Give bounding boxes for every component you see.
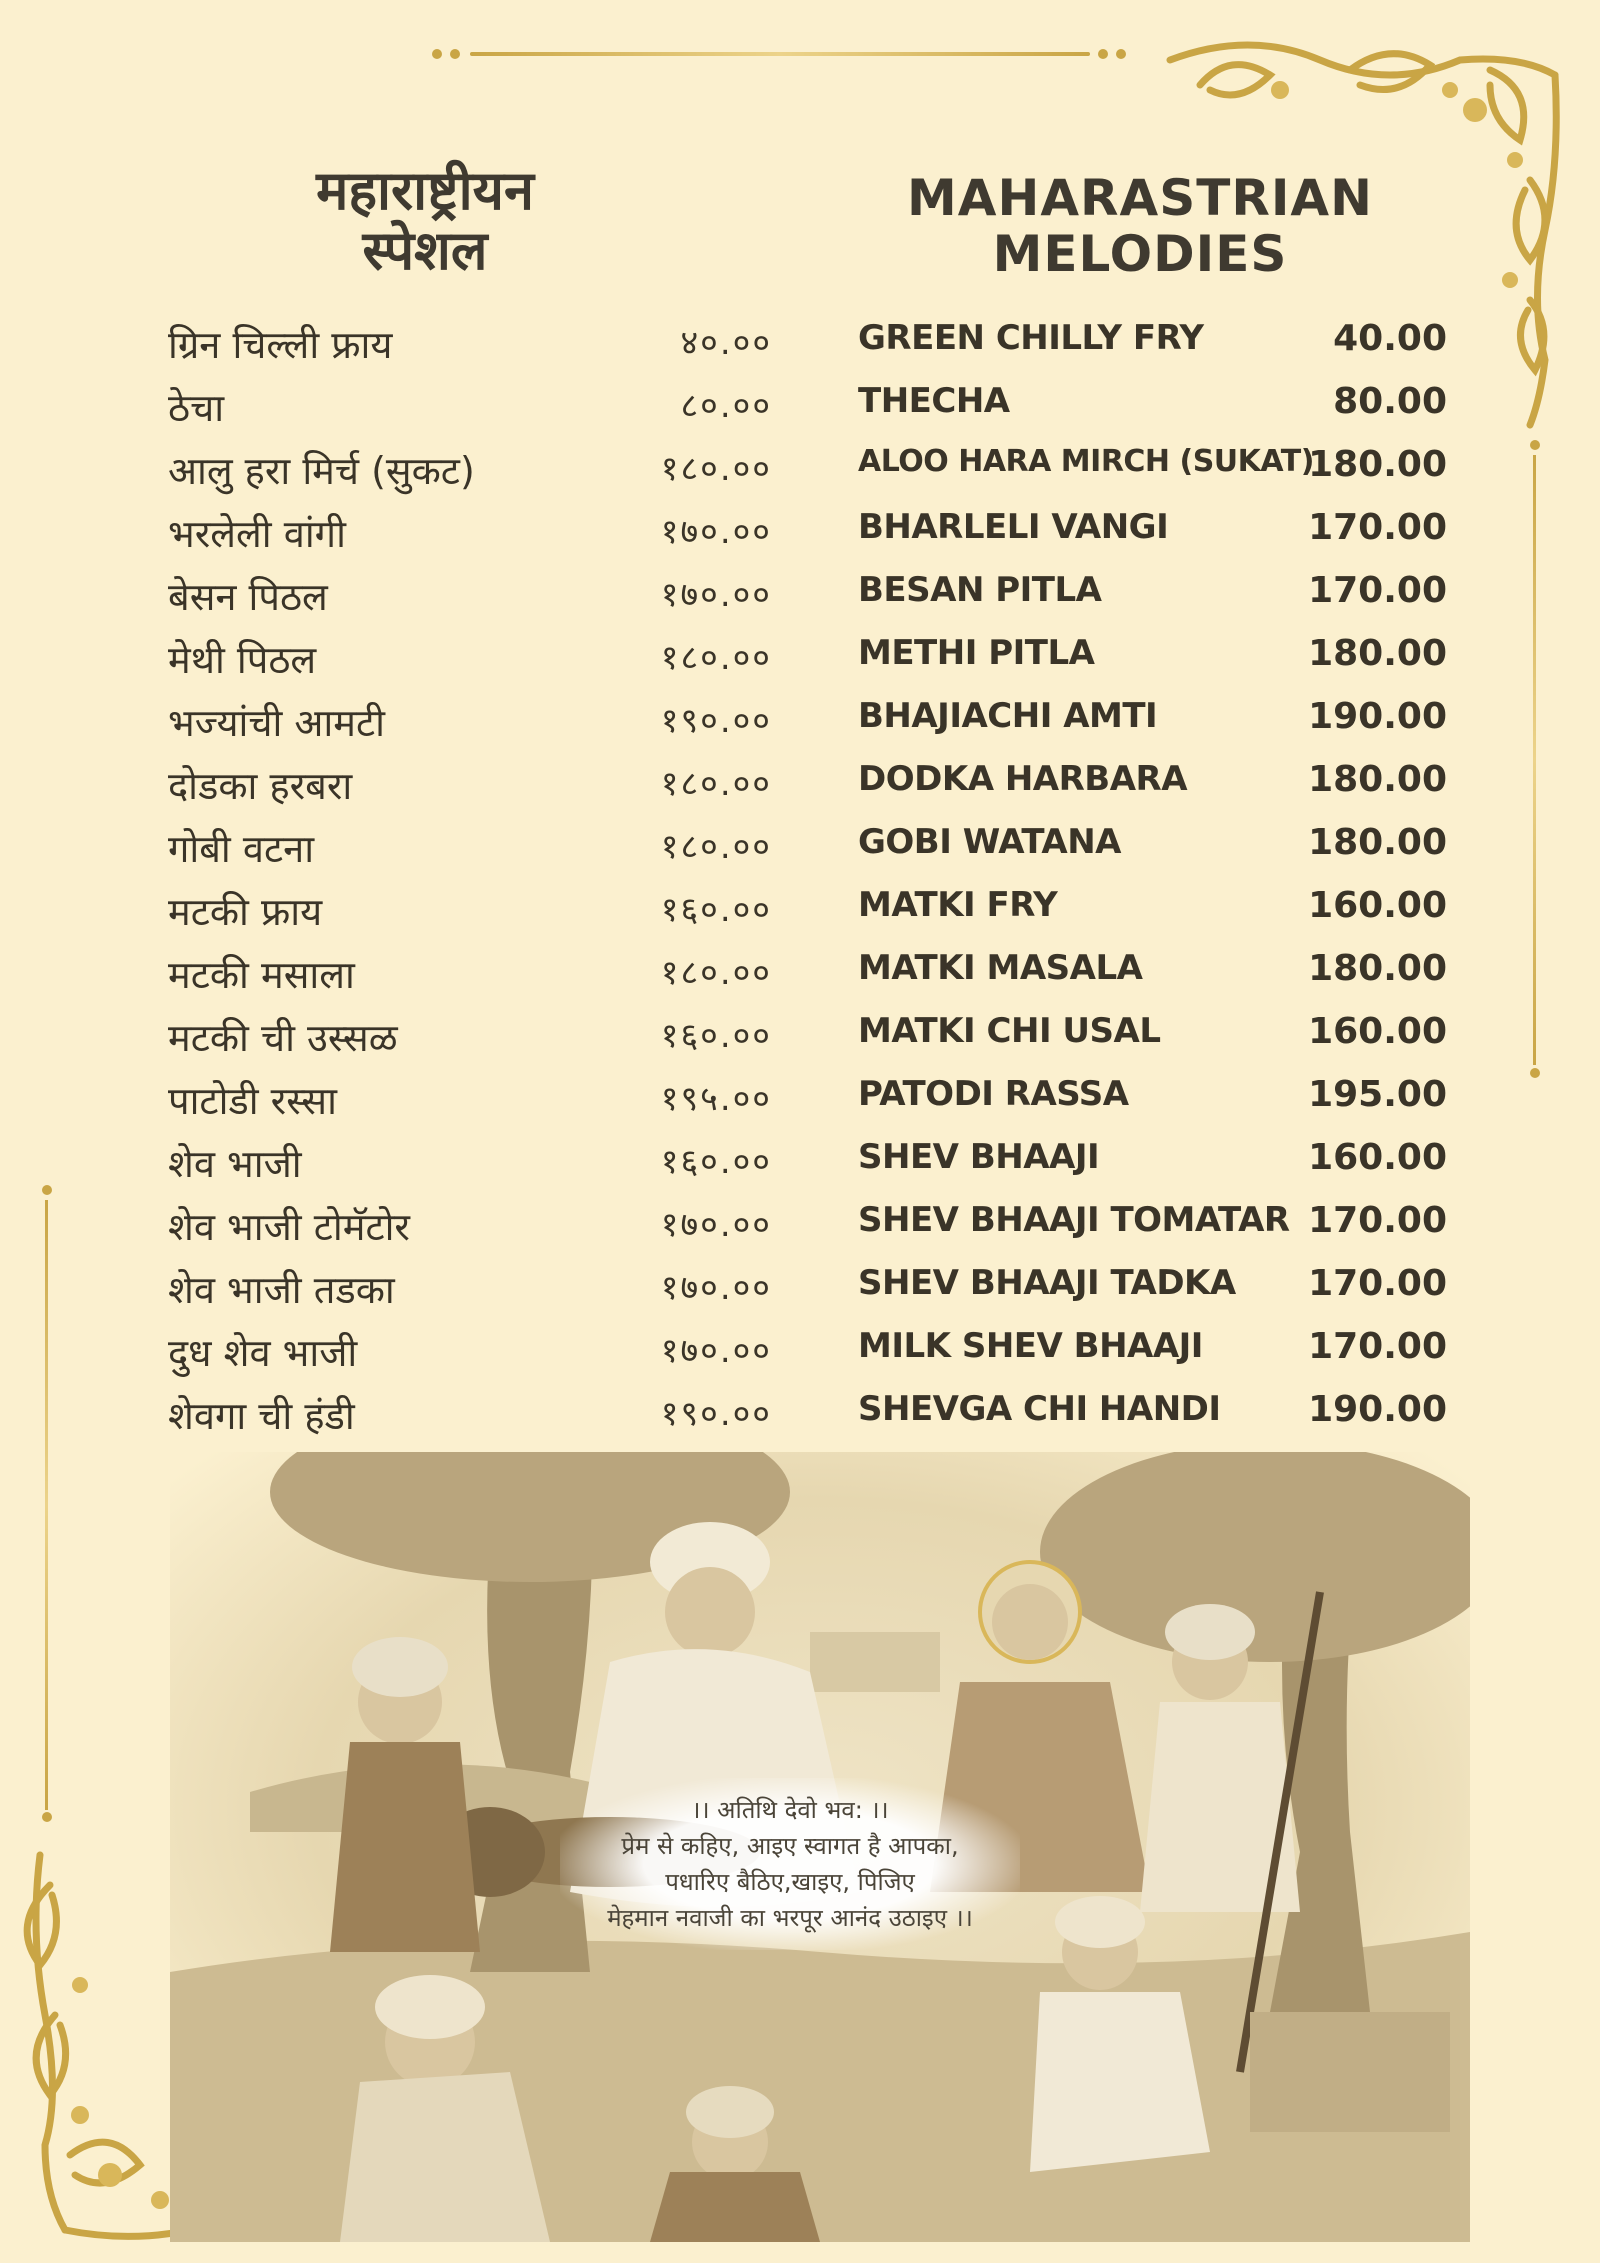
english-item-name: ALOO HARA MIRCH (SUKAT) (858, 444, 1314, 479)
english-item-price: 180.00 (1308, 444, 1447, 485)
english-item-price: 170.00 (1308, 1263, 1447, 1304)
top-divider (470, 52, 1090, 56)
english-item-name: GOBI WATANA (858, 822, 1121, 862)
english-item-name: MATKI FRY (858, 885, 1058, 925)
marathi-item-price: ४०.०० (680, 323, 772, 363)
menu-row (0, 1074, 1600, 1136)
menu-row (0, 1263, 1600, 1325)
english-item-name: THECHA (858, 381, 1010, 421)
menu-row (0, 1200, 1600, 1262)
english-item-name: MATKI CHI USAL (858, 1011, 1161, 1051)
menu-row (0, 633, 1600, 695)
marathi-item-name: शेव भाजी तडका (168, 1268, 395, 1312)
menu-row (0, 885, 1600, 947)
marathi-item-name: भज्यांची आमटी (168, 701, 385, 745)
menu-row (0, 1011, 1600, 1073)
top-divider-dot-right (1116, 49, 1126, 59)
marathi-item-price: १७०.०० (660, 1268, 772, 1308)
marathi-item-price: १८०.०० (660, 827, 772, 867)
menu-row (0, 318, 1600, 380)
marathi-item-name: बेसन पिठल (168, 575, 328, 619)
english-item-price: 170.00 (1308, 507, 1447, 548)
marathi-item-name: ग्रिन चिल्ली फ्राय (168, 323, 393, 367)
marathi-item-price: १९५.०० (660, 1079, 772, 1119)
marathi-item-price: १७०.०० (660, 1205, 772, 1245)
english-item-name: MATKI MASALA (858, 948, 1143, 988)
english-item-price: 190.00 (1308, 1389, 1447, 1430)
english-item-price: 80.00 (1333, 381, 1447, 422)
marathi-item-name: शेव भाजी (168, 1142, 302, 1186)
english-item-price: 170.00 (1308, 1326, 1447, 1367)
menu-row (0, 948, 1600, 1010)
english-item-name: METHI PITLA (858, 633, 1095, 673)
marathi-item-name: पाटोडी रस्सा (168, 1079, 337, 1123)
top-divider-dot-left (450, 49, 460, 59)
english-item-price: 160.00 (1308, 1011, 1447, 1052)
menu-row (0, 822, 1600, 884)
top-divider-dot-right (1098, 49, 1108, 59)
hospitality-quote (560, 1778, 1020, 1950)
english-heading-line1: MAHARASTRIAN (907, 169, 1373, 227)
marathi-item-price: १७०.०० (660, 1331, 772, 1371)
english-item-name: BHARLELI VANGI (858, 507, 1169, 547)
marathi-item-name: मटकी फ्राय (168, 890, 323, 934)
marathi-item-name: मेथी पिठल (168, 638, 317, 682)
marathi-section-heading (200, 160, 650, 281)
marathi-item-price: १७०.०० (660, 575, 772, 615)
left-divider-dot (42, 1812, 52, 1822)
english-item-name: SHEV BHAAJI TADKA (858, 1263, 1236, 1303)
marathi-item-price: १६०.०० (660, 890, 772, 930)
marathi-item-name: शेवगा ची हंडी (168, 1394, 355, 1438)
english-item-name: BHAJIACHI AMTI (858, 696, 1158, 736)
english-heading-line2: MELODIES (992, 225, 1288, 283)
marathi-item-price: १८०.०० (660, 764, 772, 804)
marathi-item-name: गोबी वटना (168, 827, 315, 871)
english-item-price: 170.00 (1308, 570, 1447, 611)
marathi-item-name: शेव भाजी टोमॅटोर (168, 1205, 410, 1249)
quote-line1: ।। अतिथि देवो भव: ।। (691, 1796, 889, 1824)
menu-row (0, 1389, 1600, 1451)
marathi-item-name: दुध शेव भाजी (168, 1331, 358, 1375)
marathi-item-price: ८०.०० (680, 386, 772, 426)
english-item-price: 40.00 (1333, 318, 1447, 359)
english-item-name: SHEV BHAAJI (858, 1137, 1100, 1177)
english-item-price: 160.00 (1308, 885, 1447, 926)
menu-row (0, 1137, 1600, 1199)
english-item-price: 180.00 (1308, 948, 1447, 989)
top-divider-dot-left (432, 49, 442, 59)
english-section-heading (880, 170, 1400, 282)
menu-row (0, 570, 1600, 632)
marathi-item-price: १९०.०० (660, 1394, 772, 1434)
quote-line4: मेहमान नवाजी का भरपूर आनंद उठाइए ।। (607, 1904, 973, 1932)
marathi-heading-line2: स्पेशल (362, 218, 488, 283)
english-item-price: 160.00 (1308, 1137, 1447, 1178)
marathi-item-name: मटकी मसाला (168, 953, 355, 997)
marathi-item-price: १८०.०० (660, 953, 772, 993)
english-item-name: GREEN CHILLY FRY (858, 318, 1204, 358)
english-item-price: 195.00 (1308, 1074, 1447, 1115)
menu-row (0, 696, 1600, 758)
marathi-item-price: १७०.०० (660, 512, 772, 552)
marathi-item-price: १६०.०० (660, 1142, 772, 1182)
english-item-name: MILK SHEV BHAAJI (858, 1326, 1203, 1366)
english-item-name: DODKA HARBARA (858, 759, 1188, 799)
marathi-item-name: भरलेली वांगी (168, 512, 346, 556)
english-item-price: 180.00 (1308, 822, 1447, 863)
quote-line2: प्रेम से कहिए, आइए स्वागत है आपका, (621, 1832, 959, 1860)
marathi-heading-line1: महाराष्ट्रीयन (316, 158, 534, 222)
quote-line3: पधारिए बैठिए,खाइए, पिजिए (665, 1868, 915, 1896)
english-item-price: 180.00 (1308, 633, 1447, 674)
marathi-item-price: १९०.०० (660, 701, 772, 741)
english-item-name: PATODI RASSA (858, 1074, 1129, 1114)
menu-row (0, 1326, 1600, 1388)
menu-row (0, 444, 1600, 506)
menu-row (0, 507, 1600, 569)
marathi-item-name: मटकी ची उस्सळ (168, 1016, 398, 1060)
marathi-item-name: दोडका हरबरा (168, 764, 353, 808)
marathi-item-price: १८०.०० (660, 638, 772, 678)
marathi-item-price: १६०.०० (660, 1016, 772, 1056)
menu-row (0, 759, 1600, 821)
marathi-item-price: १८०.०० (660, 449, 772, 489)
english-item-price: 170.00 (1308, 1200, 1447, 1241)
marathi-item-name: ठेचा (168, 386, 225, 430)
english-item-name: SHEVGA CHI HANDI (858, 1389, 1221, 1429)
english-item-name: BESAN PITLA (858, 570, 1102, 610)
marathi-item-name: आलु हरा मिर्च (सुकट) (168, 449, 475, 493)
english-item-name: SHEV BHAAJI TOMATAR (858, 1200, 1290, 1240)
english-item-price: 190.00 (1308, 696, 1447, 737)
english-item-price: 180.00 (1308, 759, 1447, 800)
menu-row (0, 381, 1600, 443)
